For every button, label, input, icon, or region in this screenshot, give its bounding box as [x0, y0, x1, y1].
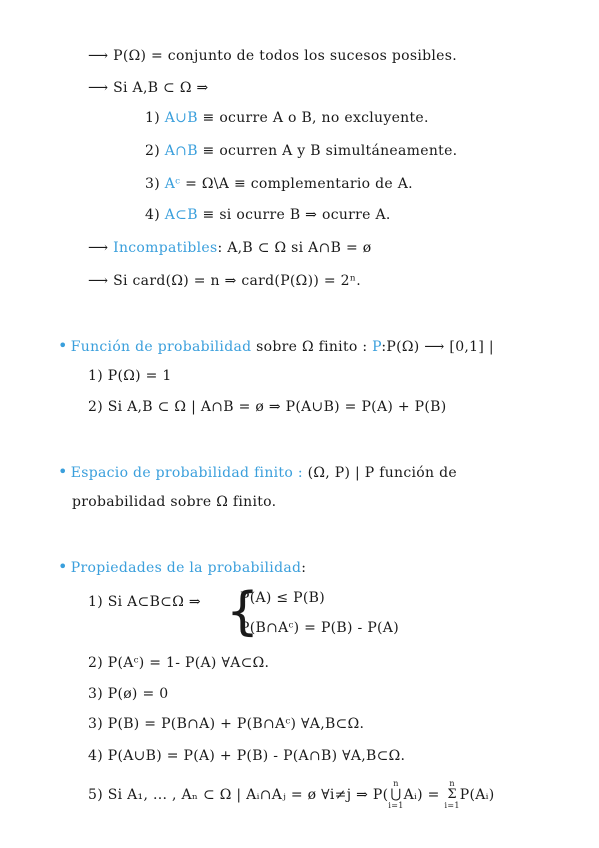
properties-heading: • Propiedades de la probabilidad:: [58, 557, 307, 576]
property-6: 5) Si A₁, ... , Aₙ ⊂ Ω | Aᵢ∩Aⱼ = ø ∀i≠j ⇒ P( n ⋃ i=1 Aᵢ) = n Σ i=1 P(Aᵢ): [88, 779, 495, 810]
complement-term: Aᶜ: [164, 176, 181, 192]
inclusion-definition: 4) A⊂B ≡ si ocurre B ⇒ ocurre A.: [145, 207, 391, 223]
if-subsets-line: ⟶ Si A,B ⊂ Ω ⇒: [88, 80, 209, 96]
incompatibles-definition: ⟶ Incompatibles: A,B ⊂ Ω si A∩B = ø: [88, 240, 372, 256]
union-operator: n ⋃ i=1: [388, 779, 404, 810]
property-1-result-b: P(B∩Aᶜ) = P(B) - P(A): [240, 620, 399, 636]
property-4: 3) P(B) = P(B∩A) + P(B∩Aᶜ) ∀A,B⊂Ω.: [88, 716, 365, 732]
power-set-definition: ⟶ P(Ω) = conjunto de todos los sucesos posibles.: [88, 48, 457, 64]
complement-definition: 3) Aᶜ = Ω\A ≡ complementario de A.: [145, 176, 413, 192]
probability-function-title: Función de probabilidad: [70, 339, 252, 355]
property-5: 4) P(A∪B) = P(A) + P(B) - P(A∩B) ∀A,B⊂Ω.: [88, 748, 406, 764]
probability-axiom-1: 1) P(Ω) = 1: [88, 368, 172, 384]
bullet-icon: •: [58, 557, 68, 576]
intersection-definition: 2) A∩B ≡ ocurren A y B simultáneamente.: [145, 143, 458, 159]
curly-brace-icon: {: [226, 582, 260, 642]
property-3: 3) P(ø) = 0: [88, 686, 169, 702]
probability-function-heading: • Función de probabilidad sobre Ω finito : P:P(Ω) ⟶ [0,1] |: [58, 336, 494, 355]
bullet-icon: •: [58, 336, 68, 355]
probability-space-title: Espacio de probabilidad finito :: [70, 465, 303, 481]
union-term: A∪B: [164, 110, 198, 126]
union-definition: 1) A∪B ≡ ocurre A o B, no excluyente.: [145, 110, 429, 126]
bullet-icon: •: [58, 462, 68, 481]
incompatibles-term: Incompatibles: [113, 240, 218, 256]
probability-space-heading: • Espacio de probabilidad finito : (Ω, P) | P función de: [58, 462, 457, 481]
properties-title: Propiedades de la probabilidad: [70, 560, 302, 576]
probability-space-continuation: probabilidad sobre Ω finito.: [72, 494, 277, 510]
probability-axiom-2: 2) Si A,B ⊂ Ω | A∩B = ø ⇒ P(A∪B) = P(A) + P(B): [88, 399, 447, 415]
sum-operator: n Σ i=1: [444, 779, 460, 810]
property-1-premise: 1) Si A⊂B⊂Ω ⇒: [88, 594, 201, 610]
cardinality-line: ⟶ Si card(Ω) = n ⇒ card(P(Ω)) = 2ⁿ.: [88, 273, 361, 289]
intersection-term: A∩B: [164, 143, 198, 159]
property-1-result-a: P(A) ≤ P(B): [240, 590, 326, 606]
inclusion-term: A⊂B: [164, 207, 198, 223]
property-2: 2) P(Aᶜ) = 1- P(A) ∀A⊂Ω.: [88, 655, 270, 671]
